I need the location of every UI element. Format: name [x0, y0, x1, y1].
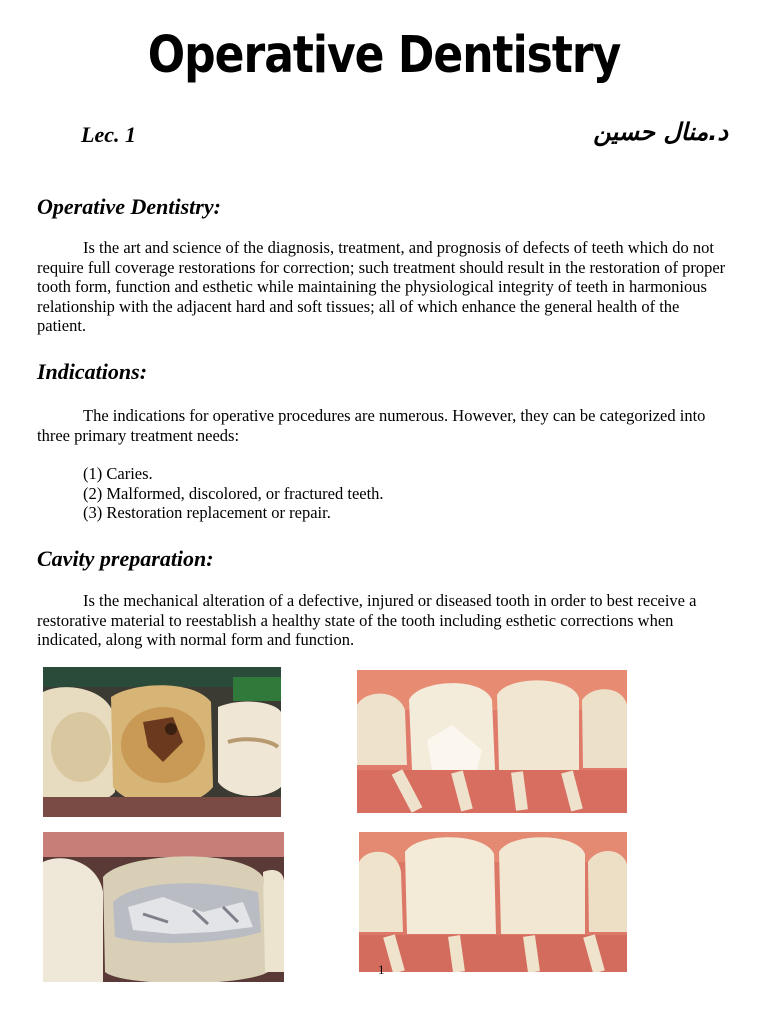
section-heading-indications: Indications: [37, 359, 148, 384]
lecture-number: Lec. 1 [81, 122, 136, 147]
section-body-indications [37, 406, 732, 445]
page-number: 1 [378, 962, 385, 977]
document-title: Operative Dentistry [147, 26, 621, 85]
section-heading-cavity-preparation: Cavity preparation: [37, 546, 214, 571]
section-body-operative-dentistry [37, 238, 732, 336]
author-name: د.منال حسين [593, 118, 728, 146]
amalgam-restoration-photo [43, 832, 284, 982]
carious-molar-photo [43, 667, 281, 817]
fractured-incisor-photo [357, 670, 627, 813]
definition-text: Is the art and science of the diagnosis, treatment, and prognosis of defects of teeth which do not require full coverage restorations for correction; such treatment should result in the restoration of proper tooth form, function and esthetic while maintaining the physiological integrity of teeth in harmonious relationship with the adjacent hard and soft tissues; all of which enhance the general health of the patient. [37, 238, 726, 336]
restored-incisors-photo [359, 832, 627, 972]
section-heading-operative-dentistry: Operative Dentistry: [37, 194, 221, 219]
list-item: (1) Caries. [83, 464, 153, 483]
list-item: (2) Malformed, discolored, or fractured teeth. [83, 483, 384, 503]
indications-text: The indications for operative procedures are numerous. However, they can be categorized into three primary treatment needs: [37, 406, 706, 445]
list-item: (3) Restoration replacement or repair. [83, 503, 331, 523]
cavity-preparation-text: Is the mechanical alteration of a defective, injured or diseased tooth in order to best receive a restorative material to reestablish a healthy state of the tooth including esthetic corrections when indicated, along with normal form and function. [37, 591, 697, 650]
section-body-cavity-preparation [37, 591, 732, 650]
indications-list [83, 464, 384, 523]
